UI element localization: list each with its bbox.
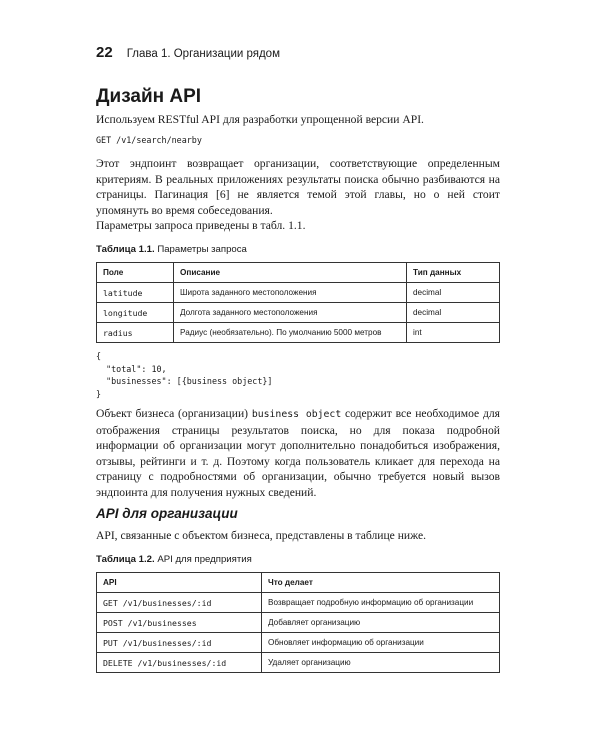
table-row	[97, 633, 500, 653]
section-paragraph-params-ref: Параметры запроса приведены в табл. 1.1.	[96, 219, 306, 232]
table-cell: decimal	[407, 303, 500, 323]
table-header-row	[97, 573, 500, 593]
table-row	[97, 613, 500, 633]
table-row	[97, 323, 500, 343]
json-example	[96, 350, 500, 400]
table2-caption-text: API для предприятия	[157, 554, 252, 565]
section-paragraph-pagination: Этот эндпоинт возвращает организации, соответствующие определенным критериям. В реальных приложениях результаты поиска обычно разбиваются на страницы. Пагинация [6] не является темой этой главы, но о ней стоит упомянуть во время собеседования.	[96, 157, 500, 217]
table-row	[97, 593, 500, 613]
section-title: Дизайн API	[96, 86, 202, 107]
table1-caption-text: Параметры запроса	[157, 244, 247, 255]
table1-caption	[96, 244, 500, 255]
section-intro: Используем RESTful API для разработки упрощенной версии API.	[96, 113, 424, 126]
page-number: 22	[96, 44, 113, 61]
table-cell: int	[407, 323, 500, 343]
business-para-after: содержит все необходимое для отображения страницы результатов поиска, но для показа подробной информации об организации могут дополнительно понадобиться изображения, отзывы, рейтинги и т. д. Поэтому когда пользователь кликает для перехода на страницу с подробностями об организации, обычно требуется новый вызов эндпоинта для получения нужных сведений.	[96, 407, 500, 499]
table-cell: longitude	[97, 303, 174, 323]
business-object-paragraph	[96, 406, 500, 500]
table-cell: Обновляет информацию об организации	[262, 633, 500, 653]
table-header-cell: Описание	[174, 263, 407, 283]
table-header-cell: Поле	[97, 263, 174, 283]
business-para-before: Объект бизнеса (организации)	[96, 407, 252, 420]
table-row	[97, 653, 500, 673]
json-line: {	[96, 351, 102, 361]
table-cell: POST /v1/businesses	[97, 613, 262, 633]
table-cell: Удаляет организацию	[262, 653, 500, 673]
json-line: "total": 10,	[96, 363, 167, 374]
table-cell: radius	[97, 323, 174, 343]
query-params-table	[96, 262, 500, 343]
endpoint-code: GET /v1/search/nearby	[96, 135, 202, 145]
table-cell: GET /v1/businesses/:id	[97, 593, 262, 613]
table-header-cell: Что делает	[262, 573, 500, 593]
page-header	[96, 44, 280, 61]
table-cell: Возвращает подробную информацию об организации	[262, 593, 500, 613]
table-cell: DELETE /v1/businesses/:id	[97, 653, 262, 673]
table-cell: PUT /v1/businesses/:id	[97, 633, 262, 653]
table-header-row	[97, 263, 500, 283]
json-line: }	[96, 388, 102, 399]
table-cell: latitude	[97, 283, 174, 303]
subsection-title: API для организации	[96, 506, 238, 521]
table-cell: Широта заданного местоположения	[174, 283, 407, 303]
json-line: "businesses": [{business object}]	[96, 376, 273, 386]
table-cell: decimal	[407, 283, 500, 303]
table2-caption	[96, 554, 500, 565]
table-cell: Добавляет организацию	[262, 613, 500, 633]
table-cell: Долгота заданного местоположения	[174, 303, 407, 323]
table2-caption-label: Таблица 1.2.	[96, 554, 155, 565]
business-api-table	[96, 572, 500, 673]
business-object-code: business object	[251, 409, 342, 420]
table-row	[97, 283, 500, 303]
table-header-cell: API	[97, 573, 262, 593]
subsection-intro: API, связанные с объектом бизнеса, представлены в таблице ниже.	[96, 529, 427, 542]
table-row	[97, 303, 500, 323]
table-header-cell: Тип данных	[407, 263, 500, 283]
table1-caption-label: Таблица 1.1.	[96, 244, 155, 255]
table-cell: Радиус (необязательно). По умолчанию 5000 метров	[174, 323, 407, 343]
running-head: Глава 1. Организации рядом	[126, 48, 280, 60]
